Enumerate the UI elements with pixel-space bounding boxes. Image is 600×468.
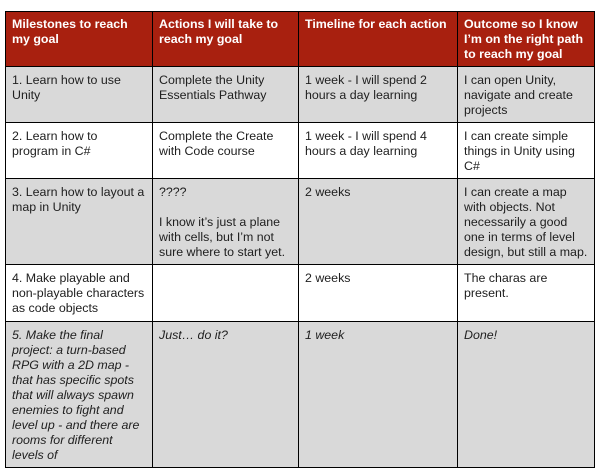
- goal-table: [5, 11, 595, 468]
- table-row: [6, 123, 595, 179]
- timeline-cell[interactable]: 2 weeks: [299, 265, 458, 322]
- timeline-cell[interactable]: 1 week: [299, 322, 458, 468]
- header-outcome: Outcome so I know I’m on the right path to reach my goal: [458, 12, 595, 67]
- milestone-cell[interactable]: 4. Make playable and non-playable characters as code objects: [6, 265, 153, 322]
- outcome-cell[interactable]: I can create a map with objects. Not necessarily a good one in terms of level design, but still a map.: [458, 179, 595, 265]
- action-cell[interactable]: ???? I know it’s just a plane with cells, but I’m not sure where to start yet.: [153, 179, 299, 265]
- milestone-cell[interactable]: 2. Learn how to program in C#: [6, 123, 153, 179]
- action-cell[interactable]: Just… do it?: [153, 322, 299, 468]
- milestone-cell[interactable]: 5. Make the final project: a turn-based RPG with a 2D map - that has specific spots that will always spawn enemies to fight and level up - and there are rooms for different levels of: [6, 322, 153, 468]
- outcome-cell[interactable]: The charas are present.: [458, 265, 595, 322]
- table-header-row: [6, 12, 595, 67]
- goal-planning-document: [5, 11, 595, 468]
- header-timeline: Timeline for each action: [299, 12, 458, 67]
- table-row: [6, 265, 595, 322]
- table-row: [6, 322, 595, 468]
- milestone-cell[interactable]: 1. Learn how to use Unity: [6, 67, 153, 123]
- action-cell[interactable]: Complete the Create with Code course: [153, 123, 299, 179]
- action-cell[interactable]: [153, 265, 299, 322]
- header-milestones: Milestones to reach my goal: [6, 12, 153, 67]
- outcome-cell[interactable]: Done!: [458, 322, 595, 468]
- table-row: [6, 67, 595, 123]
- header-actions: Actions I will take to reach my goal: [153, 12, 299, 67]
- outcome-cell[interactable]: I can open Unity, navigate and create projects: [458, 67, 595, 123]
- action-cell[interactable]: Complete the Unity Essentials Pathway: [153, 67, 299, 123]
- timeline-cell[interactable]: 1 week - I will spend 2 hours a day learning: [299, 67, 458, 123]
- table-row: [6, 179, 595, 265]
- timeline-cell[interactable]: 1 week - I will spend 4 hours a day learning: [299, 123, 458, 179]
- milestone-cell[interactable]: 3. Learn how to layout a map in Unity: [6, 179, 153, 265]
- timeline-cell[interactable]: 2 weeks: [299, 179, 458, 265]
- outcome-cell[interactable]: I can create simple things in Unity using C#: [458, 123, 595, 179]
